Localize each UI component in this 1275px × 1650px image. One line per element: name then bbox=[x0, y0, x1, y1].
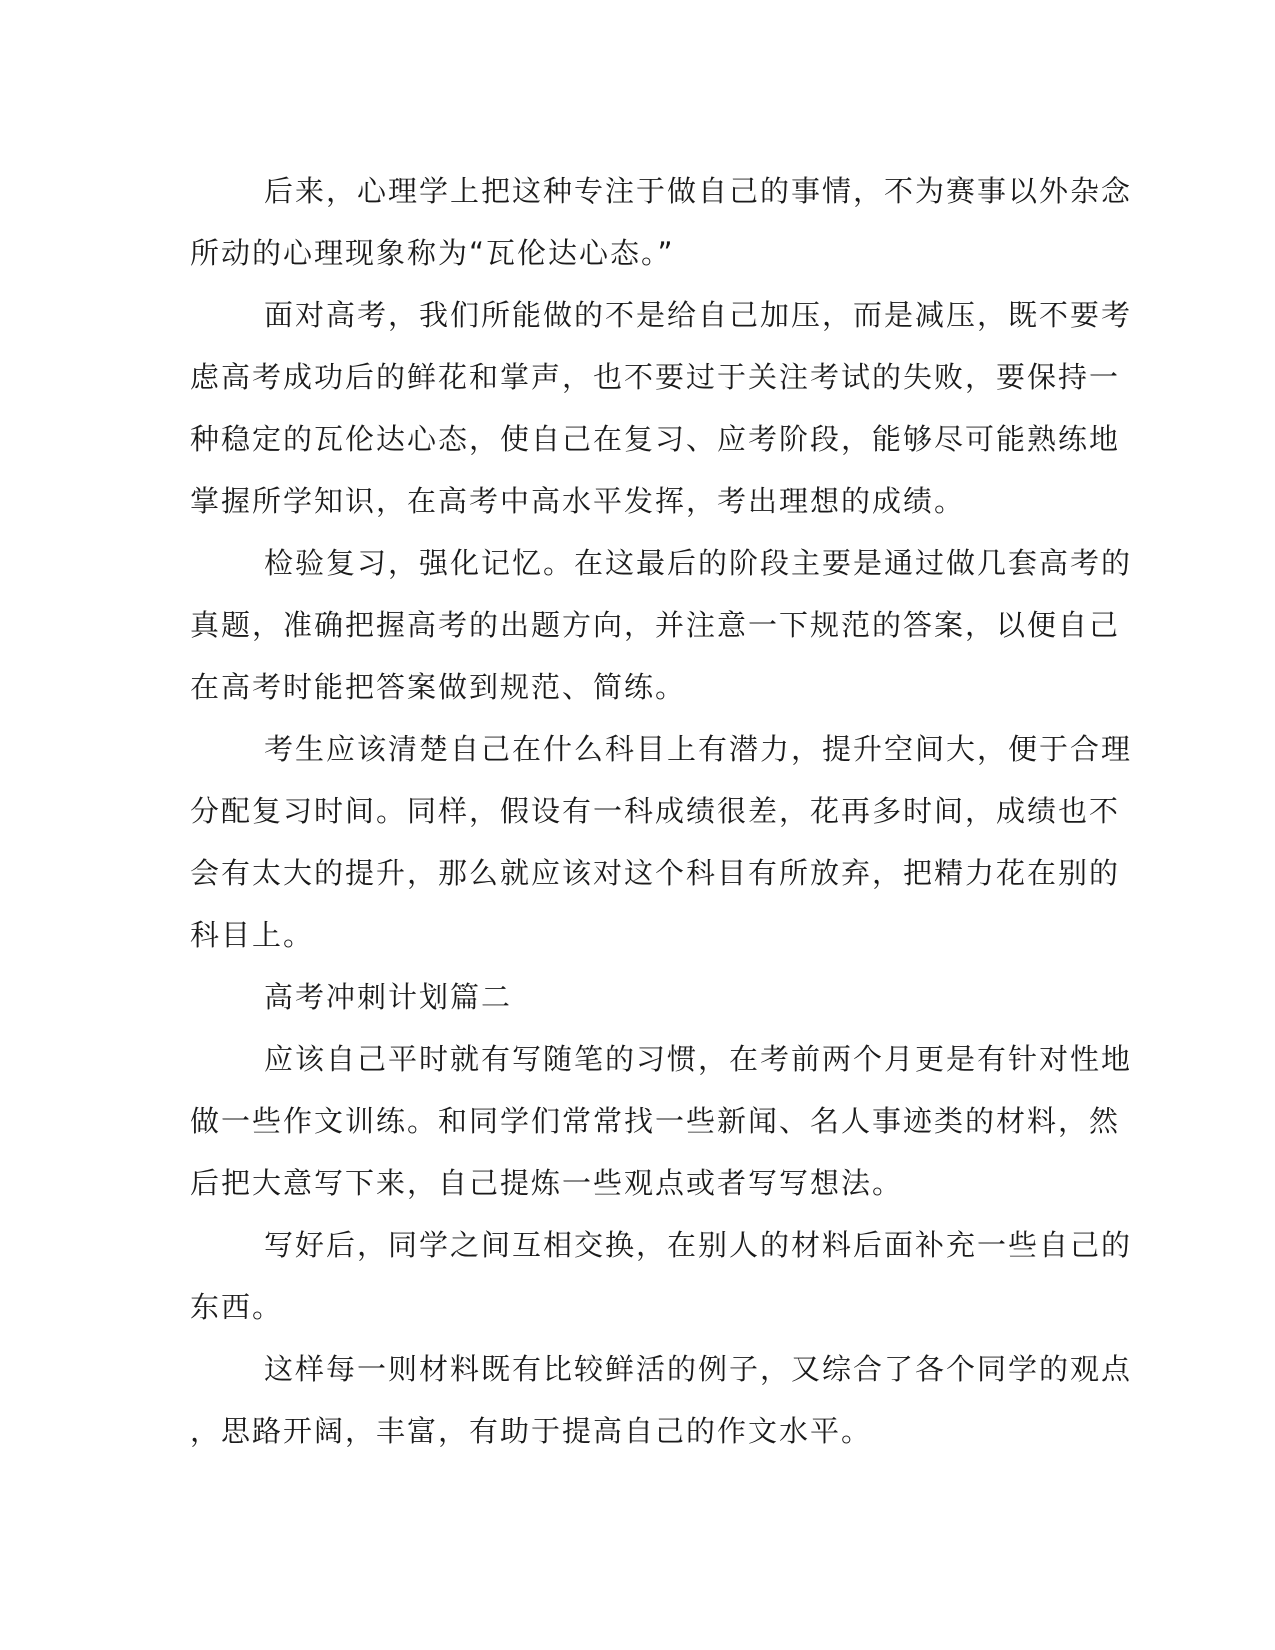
paragraph-line: 做一些作文训练。和同学们常常找一些新闻、名人事迹类的材料，然 bbox=[190, 1104, 1121, 1138]
paragraph-line: 面对高考，我们所能做的不是给自己加压，而是减压，既不要考 bbox=[264, 298, 1133, 332]
paragraph-line: 检验复习，强化记忆。在这最后的阶段主要是通过做几套高考的 bbox=[264, 546, 1133, 580]
paragraph-line: 会有太大的提升，那么就应该对这个科目有所放弃，把精力花在别的 bbox=[190, 856, 1121, 890]
paragraph-line: 在高考时能把答案做到规范、简练。 bbox=[190, 670, 687, 704]
paragraph-line: 后来，心理学上把这种专注于做自己的事情，不为赛事以外杂念 bbox=[264, 174, 1133, 208]
paragraph-line: 真题，准确把握高考的出题方向，并注意一下规范的答案，以便自己 bbox=[190, 608, 1121, 642]
paragraph-line: 后把大意写下来，自己提炼一些观点或者写写想法。 bbox=[190, 1166, 904, 1200]
paragraph-line: 掌握所学知识，在高考中高水平发挥，考出理想的成绩。 bbox=[190, 484, 966, 518]
paragraph-line: 所动的心理现象称为“瓦伦达心态。” bbox=[190, 236, 675, 270]
document-body bbox=[190, 160, 1133, 1462]
paragraph-line: 东西。 bbox=[190, 1290, 284, 1324]
paragraph-line: 分配复习时间。同样，假设有一科成绩很差，花再多时间，成绩也不 bbox=[190, 794, 1121, 828]
paragraph-line: 虑高考成功后的鲜花和掌声，也不要过于关注考试的失败，要保持一 bbox=[190, 360, 1121, 394]
paragraph-line: ，思路开阔，丰富，有助于提高自己的作文水平。 bbox=[190, 1414, 873, 1448]
paragraph-line: 这样每一则材料既有比较鲜活的例子，又综合了各个同学的观点 bbox=[264, 1352, 1133, 1386]
paragraph-line: 写好后，同学之间互相交换，在别人的材料后面补充一些自己的 bbox=[264, 1228, 1133, 1262]
paragraph-line: 考生应该清楚自己在什么科目上有潜力，提升空间大，便于合理 bbox=[264, 732, 1133, 766]
paragraph-line: 科目上。 bbox=[190, 918, 315, 952]
paragraph-line: 应该自己平时就有写随笔的习惯，在考前两个月更是有针对性地 bbox=[264, 1042, 1133, 1076]
section-heading: 高考冲刺计划篇二 bbox=[264, 980, 513, 1014]
paragraph-line: 种稳定的瓦伦达心态，使自己在复习、应考阶段，能够尽可能熟练地 bbox=[190, 422, 1121, 456]
